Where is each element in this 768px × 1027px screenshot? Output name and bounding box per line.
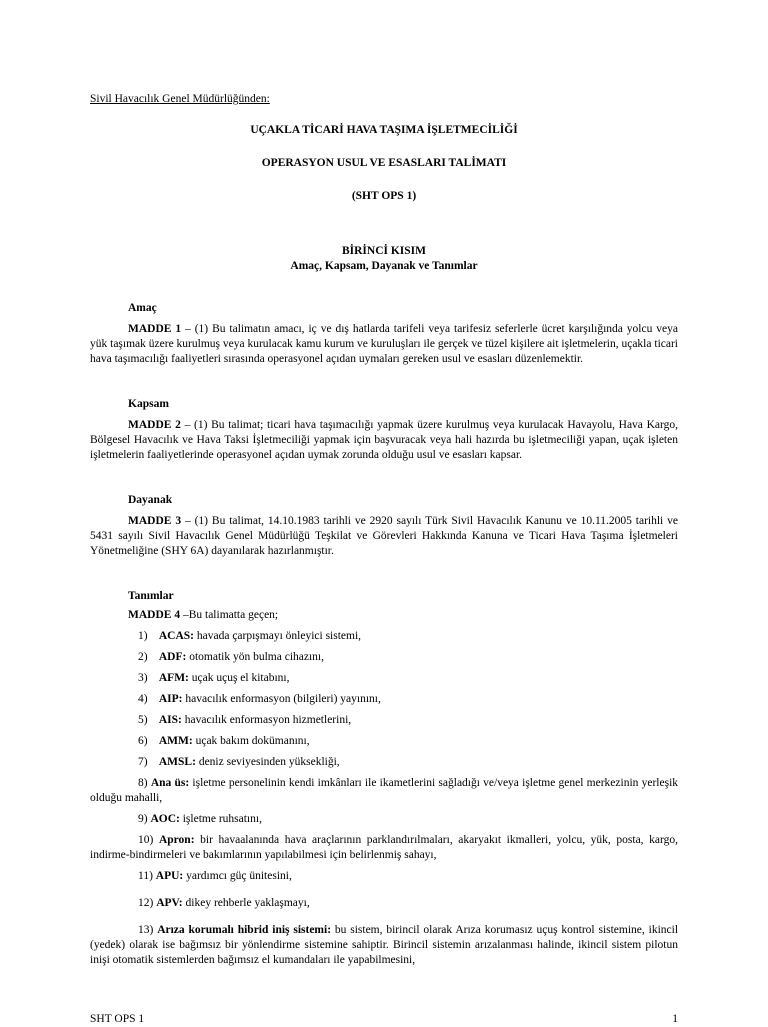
definition-desc: dikey rehberle yaklaşmayı, [182, 897, 310, 909]
article-2 [90, 418, 678, 463]
definition-number: 11) [138, 870, 153, 882]
definition-list [90, 629, 678, 770]
definition-desc: yardımcı güç ünitesini, [183, 870, 292, 882]
article-4 [90, 608, 678, 623]
article-3-text: – (1) Bu talimat, 14.10.1983 tarihli ve 2920 sayılı Türk Sivil Havacılık Kanunu ve 10.11.2005 tarihli ve 5431 sayılı Sivil Havacılık Genel Müdürlüğü Teşkilat ve Görevleri Hakkında Kanuna ve Ticari Hava Taşıma İşletmeleri Yönetmeliğine (SHY 6A) dayanılarak hazırlanmıştır. [90, 515, 678, 557]
definition-desc: havacılık enformasyon hizmetlerini, [181, 714, 352, 726]
definition-desc: deniz seviyesinden yüksekliği, [195, 756, 340, 768]
definition-item [90, 755, 678, 770]
document-subtitle: OPERASYON USUL VE ESASLARI TALİMATI [261, 157, 507, 169]
definition-number: 13) [138, 924, 154, 936]
definition-desc: işletme personelinin kendi imkânları ile ikametlerini sağladığı ve/veya işletme genel merkezinin yerleşik olduğu mahalli, [90, 777, 679, 804]
section-heading-kapsam: Kapsam [128, 398, 169, 410]
article-1 [90, 322, 678, 367]
footer-page-number: 1 [672, 1013, 678, 1025]
article-3 [90, 514, 678, 559]
definition-item [90, 734, 678, 749]
definition-item [90, 896, 678, 911]
definition-item [90, 671, 678, 686]
article-2-text: – (1) Bu talimat; ticari hava taşımacılığı yapmak üzere kurulmuş veya kurulacak Havayolu, Hava Kargo, Bölgesel Havacılık ve Hava Taksi İşletmeciliği yapmak için başvuracak veya hali hazırda bu işletmeciliği yapan, uçak işleten işletmelerin faaliyetlerinde operasyonel açıdan uymak zorunda olduğu usul ve esasları kapsar. [90, 419, 678, 461]
definition-number: 6) [138, 735, 148, 747]
definition-term: APV: [156, 897, 183, 909]
definition-number: 3) [138, 672, 148, 684]
issuer-heading: Sivil Havacılık Genel Müdürlüğünden: [90, 93, 270, 105]
definition-term: Ana üs: [150, 777, 190, 789]
part-title: BİRİNCİ KISIM [341, 245, 427, 257]
definition-term: ADF: [158, 651, 187, 663]
definition-number: 10) [138, 834, 154, 846]
document-page [90, 92, 678, 968]
article-2-label: MADDE 2 [128, 419, 181, 431]
definition-item [90, 692, 678, 707]
article-4-text: –Bu talimatta geçen; [180, 609, 279, 621]
definition-item [90, 650, 678, 665]
footer-document-code: SHT OPS 1 [90, 1013, 145, 1025]
article-3-label: MADDE 3 [128, 515, 182, 527]
definition-term: AFM: [158, 672, 189, 684]
definition-number: 8) [138, 777, 148, 789]
section-heading-amac: Amaç [128, 302, 157, 314]
definition-term: APU: [155, 870, 184, 882]
document-title: UÇAKLA TİCARİ HAVA TAŞIMA İŞLETMECİLİĞİ [250, 124, 518, 136]
definition-desc: uçak uçuş el kitabını, [188, 672, 290, 684]
definition-item [90, 923, 678, 968]
section-heading-dayanak: Dayanak [128, 494, 173, 506]
definition-desc: havacılık enformasyon (bilgileri) yayınını, [182, 693, 381, 705]
definition-item [90, 713, 678, 728]
definition-item [90, 812, 678, 827]
definition-number: 2) [138, 651, 148, 663]
definition-term: AIP: [158, 693, 183, 705]
definition-term: AIS: [158, 714, 182, 726]
definition-term: Apron: [158, 834, 195, 846]
definition-term: Arıza korumalı hibrid iniş sistemi: [157, 924, 332, 936]
definition-desc: havada çarpışmayı önleyici sistemi, [194, 630, 362, 642]
definition-number: 12) [138, 897, 154, 909]
definition-item [90, 776, 678, 806]
definition-term: AMSL: [158, 756, 196, 768]
article-1-text: – (1) Bu talimatın amacı, iç ve dış hatlarda tarifeli veya tarifesiz seferlerle ücret karşılığında yolcu veya yük taşımak üzere kurulmuş veya kurulacak kamu kurum ve kuruluşları ile gerçek ve tüzel kişilere ait işletmelerin, uçakla ticari hava taşımacılığı faaliyetleri sırasında operasyonel açıdan uymaları gereken usul ve esasları düzenlemektir. [90, 323, 678, 365]
definition-number: 4) [138, 693, 148, 705]
definition-term: AMM: [158, 735, 193, 747]
document-code: (SHT OPS 1) [351, 190, 417, 202]
definition-desc: işletme ruhsatını, [179, 813, 262, 825]
definition-item [90, 833, 678, 863]
definition-number: 1) [138, 630, 148, 642]
article-4-label: MADDE 4 [128, 609, 181, 621]
definition-term: AOC: [150, 813, 180, 825]
definition-number: 5) [138, 714, 148, 726]
part-subtitle: Amaç, Kapsam, Dayanak ve Tanımlar [290, 260, 478, 272]
definition-number: 9) [138, 813, 148, 825]
definition-desc: bir havaalanında hava araçlarının parklandırılmaları, akaryakıt ikmalleri, yolcu, yük, posta, kargo, indirme-bindirmeleri ve bakımlarının yapılabilmesi için belirlenmiş sahayı, [90, 834, 678, 861]
article-1-label: MADDE 1 [128, 323, 182, 335]
section-heading-tanimlar: Tanımlar [128, 590, 174, 602]
definition-number: 7) [138, 756, 148, 768]
definition-term: ACAS: [158, 630, 195, 642]
definition-desc: uçak bakım dokümanını, [192, 735, 310, 747]
definition-desc: bu sistem, birincil olarak Arıza korumasız uçuş kontrol sistemine, ikincil (yedek) olarak ise bağımsız bir yönlendirme sistemine sahiptir. Birincil sistemin arızalanması halinde, ikincil sistem pilotun inişi otomatik sistemlerden bağımsız el kumandaları ile yapabilmesini, [90, 924, 679, 966]
definition-item [90, 869, 678, 884]
definition-desc: otomatik yön bulma cihazını, [186, 651, 324, 663]
definition-item [90, 629, 678, 644]
